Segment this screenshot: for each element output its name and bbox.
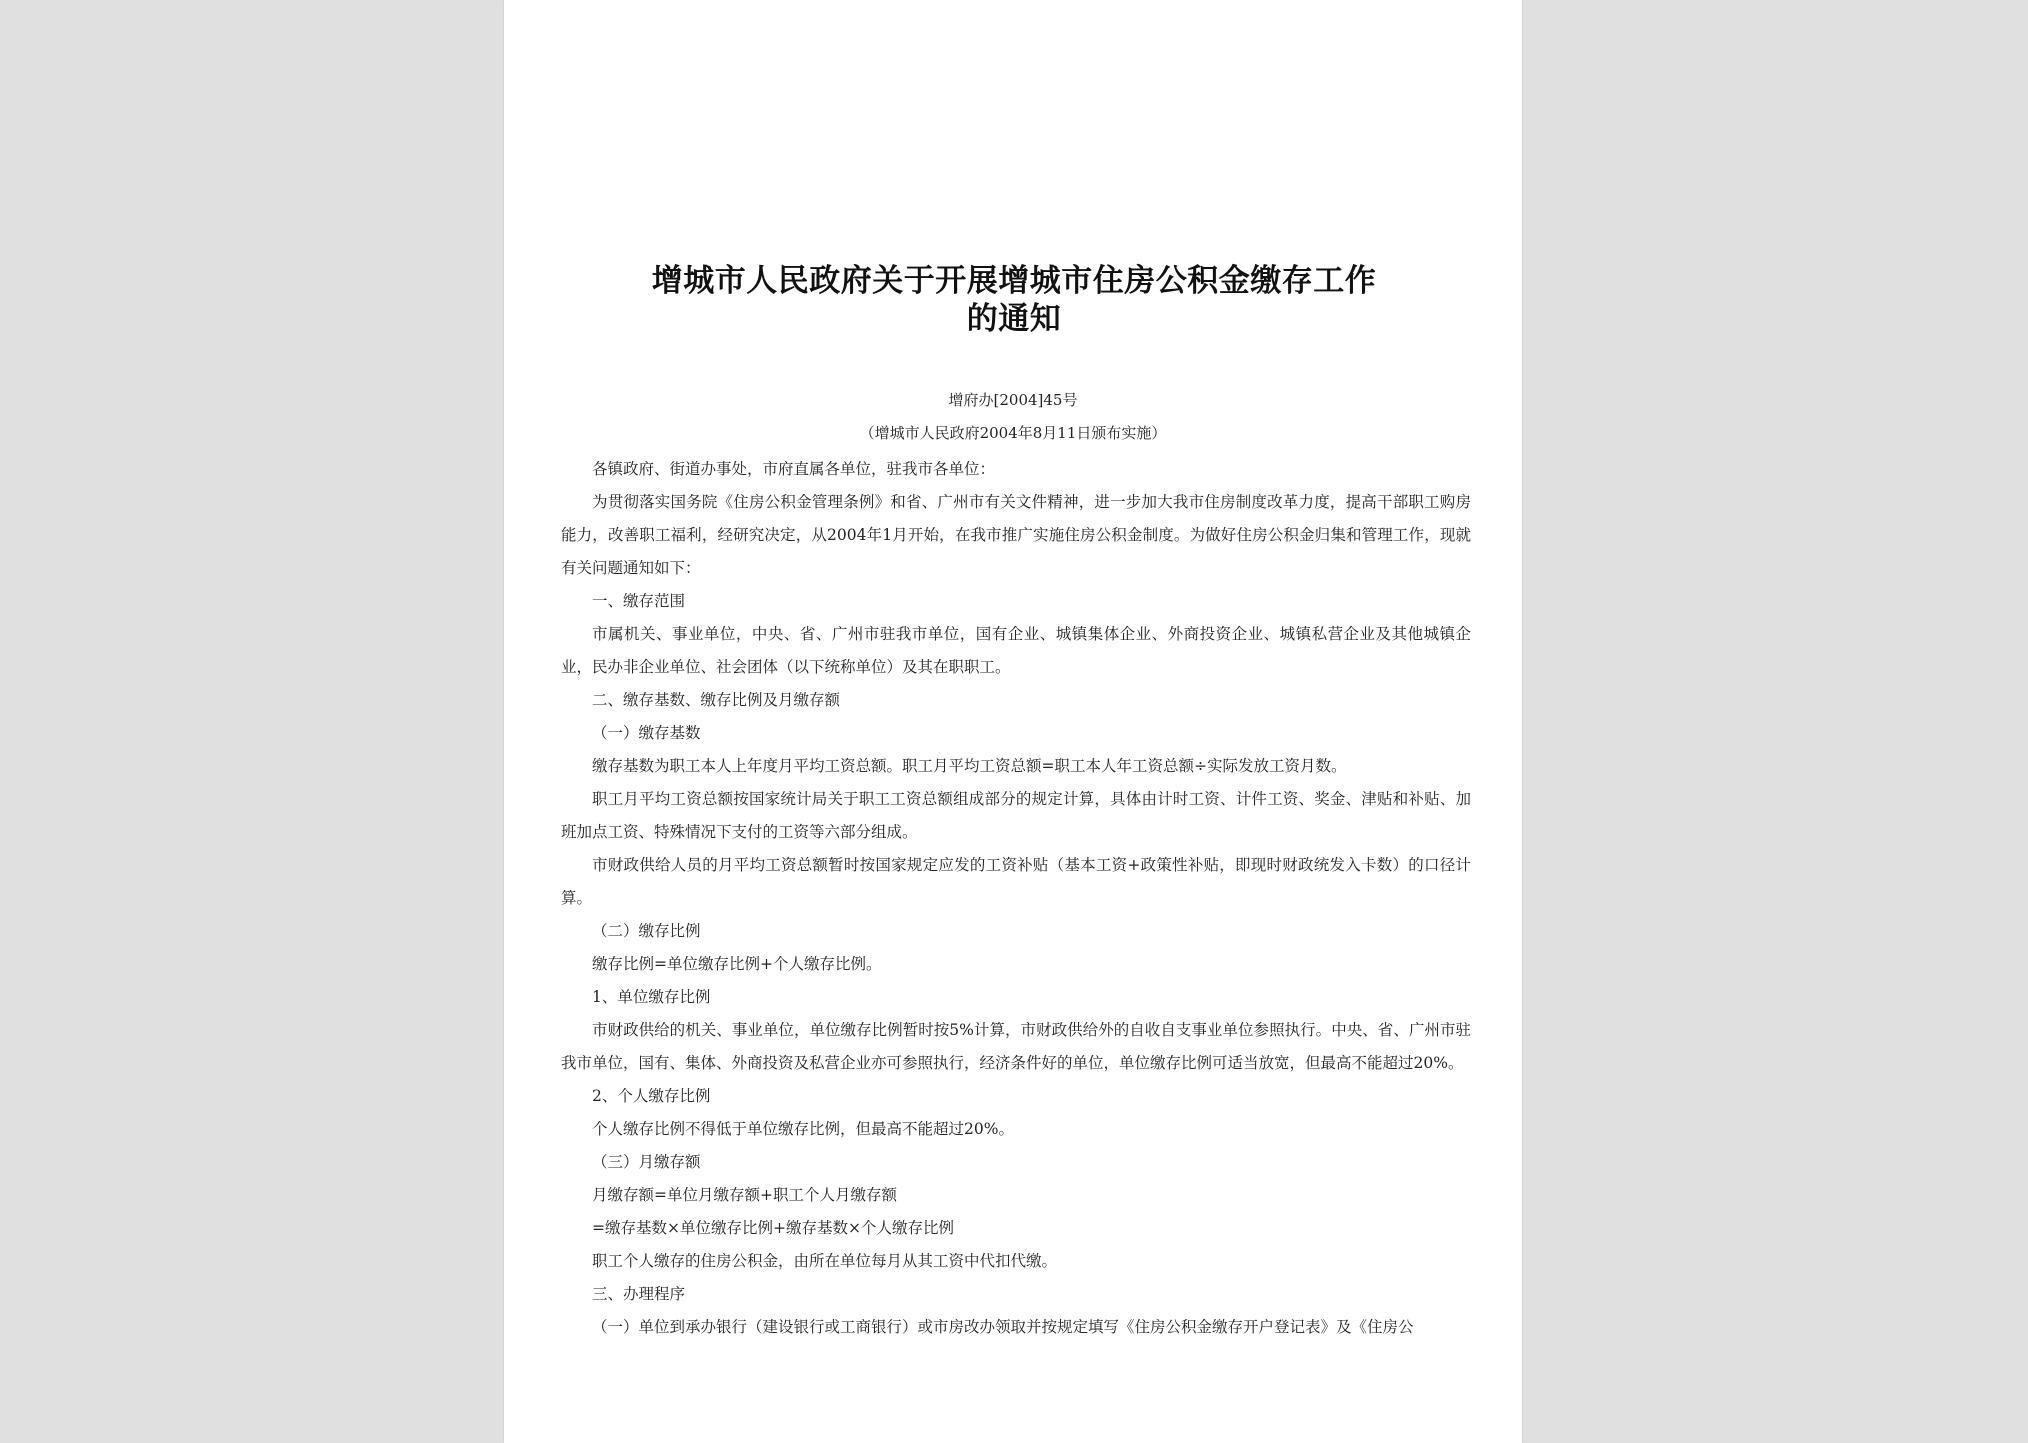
paragraph-scope: 市属机关、事业单位，中央、省、广州市驻我市单位，国有企业、城镇集体企业、外商投资企业、城镇私营企业及其他城镇企业，民办非企业单位、社会团体（以下统称单位）及其在职职工。 <box>561 625 1471 676</box>
heading-scope: 一、缴存范围 <box>592 592 686 610</box>
paragraph-withholding: 职工个人缴存的住房公积金，由所在单位每月从其工资中代扣代缴。 <box>592 1252 1058 1270</box>
heading-base-ratio: 二、缴存基数、缴存比例及月缴存额 <box>592 691 841 709</box>
title-line-2: 的通知 <box>966 301 1062 337</box>
subheading-monthly: （三）月缴存额 <box>592 1153 701 1171</box>
document-body <box>561 453 1471 1344</box>
paragraph-ratio-def: 缴存比例=单位缴存比例+个人缴存比例。 <box>592 955 882 973</box>
paragraph-salutation: 各镇政府、街道办事处，市府直属各单位，驻我市各单位： <box>592 460 996 478</box>
paragraph-monthly-formula: 月缴存额=单位月缴存额+职工个人月缴存额 <box>592 1186 897 1204</box>
paragraph-wage-composition: 职工月平均工资总额按国家统计局关于职工工资总额组成部分的规定计算，具体由计时工资、计件工资、奖金、津贴和补贴、加班加点工资、特殊情况下支付的工资等六部分组成。 <box>561 790 1471 841</box>
paragraph-fiscal-wage: 市财政供给人员的月平均工资总额暂时按国家规定应发的工资补贴（基本工资+政策性补贴，即现时财政统发入卡数）的口径计算。 <box>561 856 1471 907</box>
subheading-base: （一）缴存基数 <box>592 724 701 742</box>
issue-note: （增城市人民政府2004年8月11日颁布实施） <box>859 424 1167 442</box>
paragraph-base-def: 缴存基数为职工本人上年度月平均工资总额。职工月平均工资总额=职工本人年工资总额÷实际发放工资月数。 <box>592 757 1347 775</box>
subheading-personal-ratio: 2、个人缴存比例 <box>592 1087 711 1105</box>
title-line-1: 增城市人民政府关于开展增城市住房公积金缴存工作 <box>651 263 1377 299</box>
paragraph-intro: 为贯彻落实国务院《住房公积金管理条例》和省、广州市有关文件精神，进一步加大我市住房制度改革力度，提高干部职工购房能力，改善职工福利，经研究决定，从2004年1月开始，在我市推广实施住房公积金制度。为做好住房公积金归集和管理工作，现就有关问题通知如下： <box>561 493 1471 577</box>
paragraph-personal-ratio: 个人缴存比例不得低于单位缴存比例，但最高不能超过20%。 <box>592 1120 1014 1138</box>
document-title <box>594 262 1434 338</box>
subheading-ratio: （二）缴存比例 <box>592 922 701 940</box>
document-page <box>504 0 1522 1443</box>
paragraph-monthly-formula-2: =缴存基数×单位缴存比例+缴存基数×个人缴存比例 <box>592 1219 954 1237</box>
paragraph-unit-ratio: 市财政供给的机关、事业单位，单位缴存比例暂时按5%计算，市财政供给外的自收自支事业单位参照执行。中央、省、广州市驻我市单位，国有、集体、外商投资及私营企业亦可参照执行，经济条件好的单位，单位缴存比例可适当放宽，但最高不能超过20%。 <box>561 1021 1471 1072</box>
heading-procedure: 三、办理程序 <box>592 1285 686 1303</box>
document-number: 增府办[2004]45号 <box>948 391 1078 409</box>
paragraph-procedure-1: （一）单位到承办银行（建设银行或工商银行）或市房改办领取并按规定填写《住房公积金缴存开户登记表》及《住房公 <box>592 1318 1414 1336</box>
subheading-unit-ratio: 1、单位缴存比例 <box>592 988 711 1006</box>
